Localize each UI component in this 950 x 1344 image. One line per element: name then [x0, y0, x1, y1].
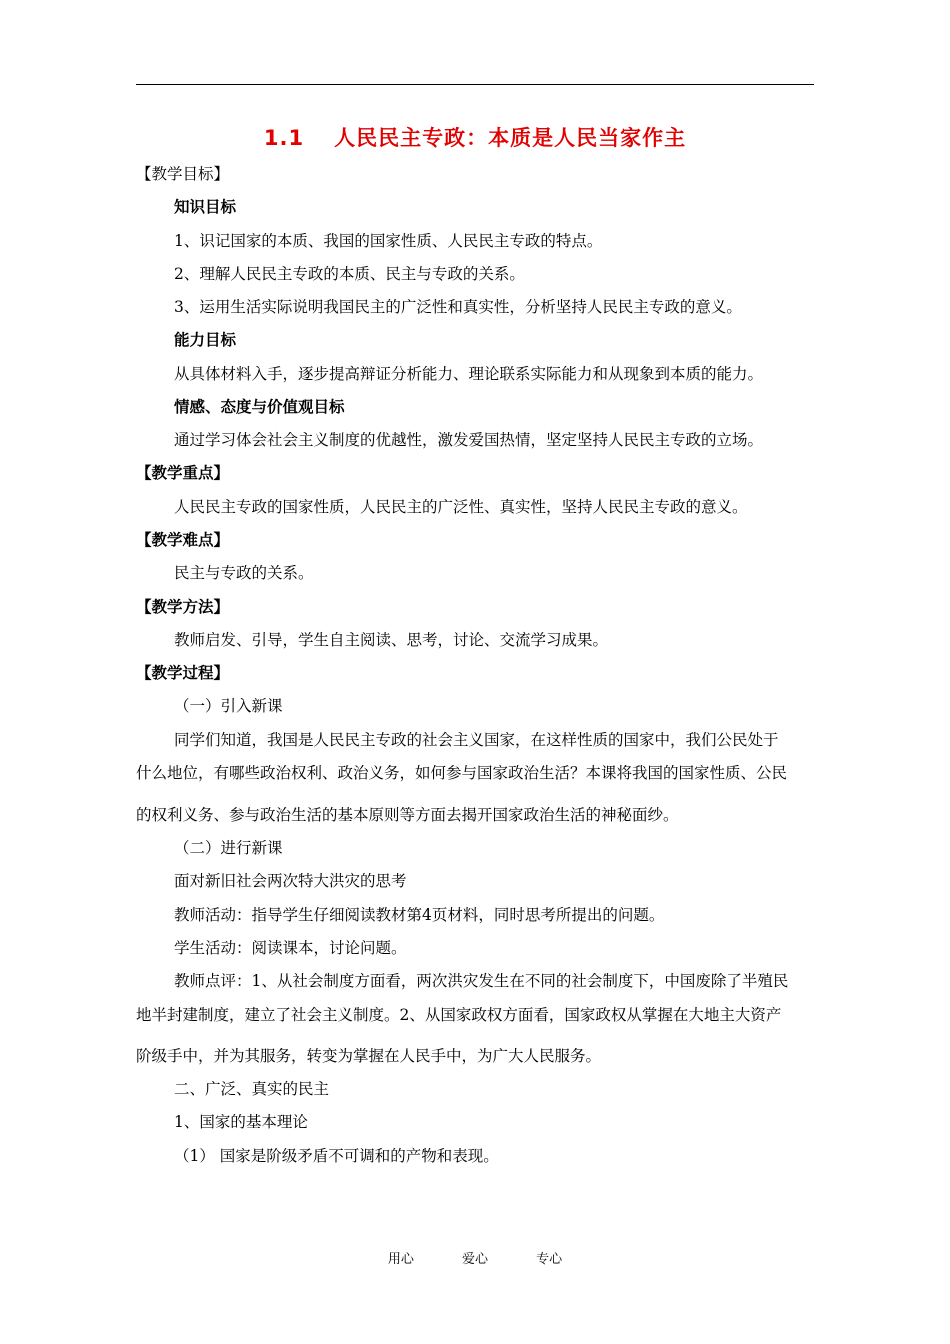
- section-difficult: 【教学难点】: [136, 531, 230, 549]
- difficult-item: 民主与专政的关系。: [174, 564, 314, 582]
- title-text: 人民民主专政：本质是人民当家作主: [334, 126, 687, 150]
- method-item: 教师启发、引导，学生自主阅读、思考，讨论、交流学习成果。: [174, 631, 609, 649]
- state-theory-item-1: （1） 国家是阶级矛盾不可调和的产物和表现。: [174, 1147, 499, 1165]
- process-intro-heading: （一）引入新课: [174, 697, 283, 715]
- footer-word-2: 爱心: [461, 1252, 488, 1267]
- page-title: [0, 122, 950, 152]
- ability-item: 从具体材料入手，逐步提高辩证分析能力、理论联系实际能力和从现象到本质的能力。: [174, 365, 764, 383]
- page-footer: [0, 1248, 950, 1267]
- footer-word-1: 用心: [387, 1252, 414, 1267]
- section-process: 【教学过程】: [136, 664, 230, 682]
- subheading-ability: 能力目标: [174, 331, 237, 349]
- teacher-comment-line-3: 阶级手中，并为其服务，转变为掌握在人民手中，为广大人民服务。: [136, 1047, 602, 1065]
- section-goals: 【教学目标】: [136, 165, 230, 183]
- student-activity: 学生活动：阅读课本，讨论问题。: [174, 939, 407, 957]
- process-new-heading: （二）进行新课: [174, 839, 283, 857]
- key-item: 人民民主专政的国家性质，人民民主的广泛性、真实性，坚持人民民主专政的意义。: [174, 498, 748, 516]
- state-theory-heading: 1、国家的基本理论: [174, 1113, 308, 1131]
- knowledge-item-2: 2、理解人民民主专政的本质、民主与专政的关系。: [174, 265, 525, 283]
- teacher-activity: 教师活动：指导学生仔细阅读教材第4页材料，同时思考所提出的问题。: [174, 906, 665, 924]
- teacher-comment-line-1: 教师点评：1、从社会制度方面看，两次洪灾发生在不同的社会制度下，中国废除了半殖民: [174, 972, 789, 990]
- section-key: 【教学重点】: [136, 464, 230, 482]
- footer-word-3: 专心: [536, 1252, 563, 1267]
- knowledge-item-1: 1、识记国家的本质、我国的国家性质、人民民主专政的特点。: [174, 232, 603, 250]
- process-intro-para-line-3: 的权利义务、参与政治生活的基本原则等方面去揭开国家政治生活的神秘面纱。: [136, 806, 679, 824]
- knowledge-item-3: 3、运用生活实际说明我国民主的广泛性和真实性，分析坚持人民民主专政的意义。: [174, 298, 742, 316]
- subheading-knowledge: 知识目标: [174, 198, 237, 216]
- subheading-emotion: 情感、态度与价值观目标: [174, 398, 345, 416]
- section-two-heading: 二、广泛、真实的民主: [174, 1080, 330, 1098]
- process-flood-topic: 面对新旧社会两次特大洪灾的思考: [174, 872, 407, 890]
- section-method: 【教学方法】: [136, 598, 230, 616]
- teacher-comment-line-2: 地半封建制度，建立了社会主义制度。2、从国家政权方面看，国家政权从掌握在大地主大资产: [136, 1006, 782, 1024]
- process-intro-para-line-1: 同学们知道，我国是人民民主专政的社会主义国家，在这样性质的国家中，我们公民处于: [174, 731, 779, 749]
- process-intro-para-line-2: 什么地位，有哪些政治权利、政治义务，如何参与国家政治生活？本课将我国的国家性质、公民: [136, 764, 788, 782]
- emotion-item: 通过学习体会社会主义制度的优越性，激发爱国热情，坚定坚持人民民主专政的立场。: [174, 431, 764, 449]
- header-rule: [136, 84, 814, 85]
- title-number: 1.1: [263, 126, 305, 150]
